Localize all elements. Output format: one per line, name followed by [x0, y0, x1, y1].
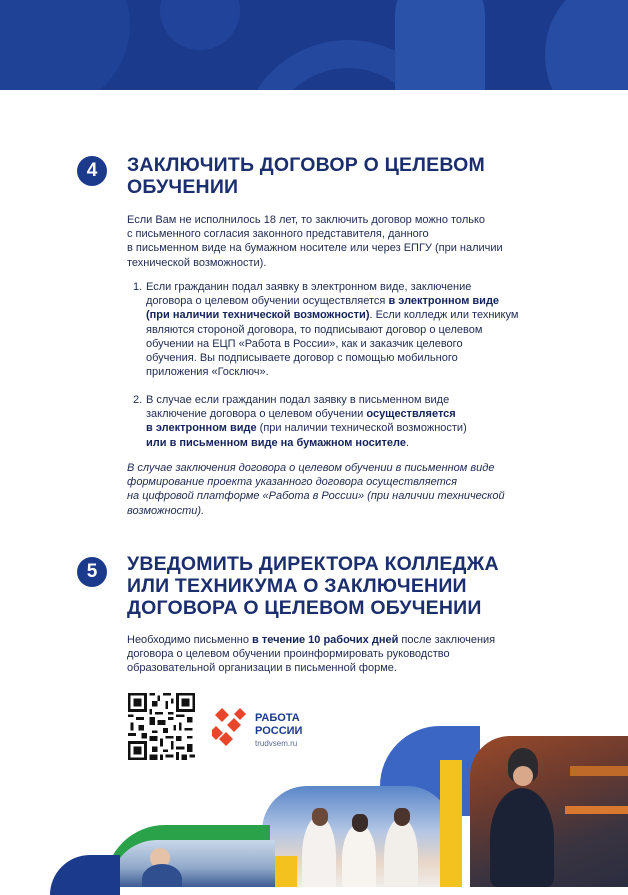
step-5-title-line: ДОГОВОРА О ЦЕЛЕВОМ ОБУЧЕНИИ: [127, 597, 482, 619]
student-head: [312, 808, 328, 826]
text-line: [146, 308, 563, 322]
banner-shape: [545, 0, 628, 90]
banner-shape: [0, 0, 130, 90]
text-line: Если гражданин подал заявку в электронном виде, заключение: [146, 281, 472, 293]
text-line: [146, 294, 563, 308]
text-line: [146, 421, 563, 435]
step-4-number-badge: 4: [77, 156, 107, 186]
student-figure: [384, 818, 418, 887]
text-span: . Если колледж или техникум: [369, 309, 519, 322]
step-4-title-line: ЗАКЛЮЧИТЬ ДОГОВОР О ЦЕЛЕВОМ: [127, 154, 485, 176]
logo-url: trudvsem.ru: [255, 739, 298, 748]
banner-shape: [395, 0, 485, 90]
text-line: договора о целевом обучении проинформировать руководство: [127, 648, 450, 661]
text-line: технической возможности).: [127, 256, 267, 269]
text-line: на цифровой платформе «Работа в России» (при наличии технической: [127, 490, 505, 503]
text-line: В случае заключения договора о целевом обучении в письменном виде: [127, 462, 495, 474]
text-line: [127, 633, 567, 647]
text-line: В случае если гражданин подал заявку в письменном виде: [146, 394, 450, 406]
text-span: .: [406, 436, 410, 449]
lab-person-body: [142, 864, 182, 887]
students-photo: [262, 786, 452, 887]
text-line: образовательной организации в письменной форме.: [127, 662, 397, 675]
text-span: заключение договора о целевом обучении: [146, 408, 367, 421]
text-line: формирование проекта указанного договора осуществляется: [127, 476, 457, 489]
step-4-title: [127, 154, 485, 198]
list-item: [133, 280, 563, 379]
text-span: (при наличии технической возможности): [256, 422, 467, 435]
student-figure: [302, 816, 336, 887]
welder-face: [513, 766, 533, 786]
step-5-text: [127, 633, 567, 676]
bold-text: в электронном виде: [146, 422, 257, 435]
text-line: с письменного согласия законного представителя, данного: [127, 228, 429, 241]
step-5-title-line: ИЛИ ТЕХНИКУМА О ЗАКЛЮЧЕНИИ: [127, 575, 467, 597]
logo-text: [255, 712, 302, 738]
logo-line: РАБОТА: [255, 712, 300, 724]
text-span: договора о целевом обучении осуществляется: [146, 295, 389, 308]
lab-photo: [110, 840, 275, 887]
step-4-title-line: ОБУЧЕНИИ: [127, 176, 239, 198]
text-line: приложения «Госключ».: [146, 366, 269, 379]
text-line: Если Вам не исполнилось 18 лет, то заключить договор можно только: [127, 214, 486, 226]
student-head: [352, 814, 368, 832]
banner-shape: [160, 0, 240, 50]
step-5-number-badge: 5: [77, 557, 107, 587]
bold-text: или в письменном виде на бумажном носителе: [146, 436, 406, 449]
text-line: обучении на ЕЦП «Работа в России», как и заказчик целевого: [146, 337, 463, 350]
text-line: обучения. Вы подписываете договор с помощью мобильного: [146, 352, 458, 365]
welder-body: [490, 788, 554, 887]
decorative-yellow-bar: [440, 760, 462, 887]
text-line: [146, 407, 563, 421]
step-4-note: [127, 461, 567, 518]
text-span: Необходимо письменно: [127, 634, 253, 646]
list-number: 2.: [133, 394, 143, 406]
text-line: возможности).: [127, 504, 205, 517]
text-span: после заключения: [398, 634, 496, 646]
text-line: являются стороной договора, то подписывают договор о целевом: [146, 323, 483, 336]
step-4-intro: [127, 213, 567, 270]
machinery: [565, 806, 628, 814]
list-item: [133, 393, 563, 450]
bold-text: осуществляется: [366, 408, 456, 421]
text-line: в письменном виде на бумажном носителе или через ЕПГУ (при наличии: [127, 242, 503, 255]
bold-text: (при наличии технической возможности): [146, 309, 370, 322]
qr-code: [128, 693, 195, 760]
header-banner: [0, 0, 628, 90]
logo-line: РОССИИ: [255, 725, 303, 737]
welder-photo: [470, 736, 628, 887]
student-head: [394, 808, 410, 826]
bold-text: в течение 10 рабочих дней: [252, 634, 399, 646]
step-5-title-line: УВЕДОМИТЬ ДИРЕКТОРА КОЛЛЕДЖА: [127, 553, 499, 575]
rabota-rossii-logo-icon: [212, 706, 248, 746]
bold-text: в электронном виде: [388, 295, 500, 308]
text-line: [146, 436, 563, 450]
decorative-dark-shape: [50, 855, 120, 895]
machinery: [570, 766, 628, 776]
list-number: 1.: [133, 281, 143, 293]
student-figure: [342, 824, 376, 887]
step-5-title: [127, 553, 499, 619]
